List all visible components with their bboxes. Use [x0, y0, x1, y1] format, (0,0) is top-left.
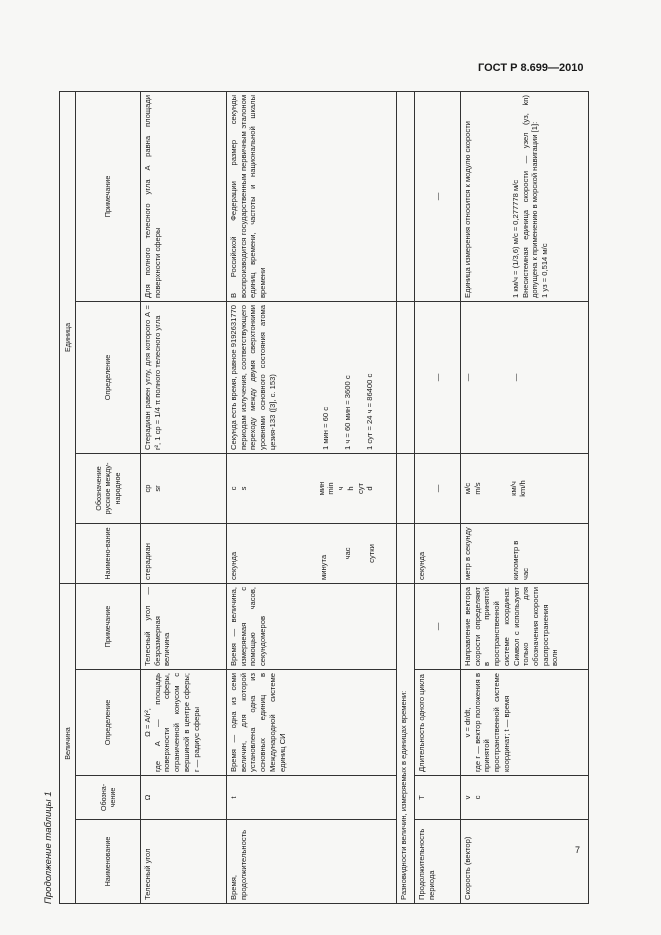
mps-definition: —: [463, 373, 472, 382]
kmh-note-3: 1 уз = 0,514 м/с: [540, 243, 550, 298]
unit-second-name: секунда: [229, 551, 238, 580]
time-definition: Время — одна из семи величин, для которой установлена одна из основных единиц в Международной системе единиц СИ: [227, 670, 397, 776]
velocity-note: Направление вектора скорости определяют в принятой пространственной системе координат. Символ c используют только для обозначения скорости распространения волн: [461, 584, 589, 670]
table-caption: Продолжение таблицы 1: [43, 791, 54, 904]
solid-angle-definition: [141, 670, 227, 776]
time-name: Время, продолжительность: [227, 820, 397, 904]
unit-hour-int: h: [345, 486, 355, 491]
kmh-note-1: 1 км/ч = (1/3,6) м/с ≈ 0,277778 м/с: [511, 179, 520, 298]
unit-second-int: s: [238, 486, 248, 491]
velocity-name: Скорость (вектор): [461, 820, 589, 904]
time-unit-symbols: [227, 454, 397, 524]
period-note: —: [415, 584, 461, 670]
mps-ru: м/с: [463, 482, 472, 495]
period-unit-note: —: [415, 91, 461, 301]
kmh-note-2: Внесистемная единица скорости — узел (уз, kn) допущена к применению в морской навигации [1]:: [520, 94, 540, 298]
solid-angle-name: Телесный угол: [141, 820, 227, 904]
steradian-definition: Стерадиан равен углу, для которого A = r², 1 ср = 1/4 π полного телесного угла: [141, 302, 227, 454]
unit-day-int: d: [365, 486, 375, 491]
day-definition: 1 сут = 24 ч = 86400 с: [365, 373, 374, 450]
velocity-formula: v = dr/dt,: [463, 707, 472, 738]
solid-angle-formula: Ω = A/r²,: [143, 708, 152, 737]
second-definition: Секунда есть время, равное 9192631770 периодам излучения, соответствующего переходу между двумя сверхтонкими уровнями основного состояния атома цезия-133 ([3], с. 153): [229, 305, 277, 450]
col-u-note: Примечание: [76, 91, 141, 301]
table-row: [227, 91, 397, 903]
mps-name: метр в секунду: [463, 527, 472, 580]
solid-angle-note: Телесный угол — безразмерная величина: [141, 584, 227, 670]
steradian-symbol-ru: ср: [143, 484, 152, 493]
kmh-ru: км/ч: [508, 481, 518, 496]
col-u-name: Наимено-вание: [76, 524, 141, 584]
time-unit-names: [227, 524, 397, 584]
col-q-name: Наименование: [76, 820, 141, 904]
unit-day-ru: сут: [355, 482, 365, 495]
mps-int: m/s: [472, 482, 482, 495]
unit-day-name: сутки: [367, 544, 376, 563]
time-unit-note: В Российской Федерации размер секунды воспроизводится государственным первичным эталоном единиц времени, частоты и национальной шкалы времени: [227, 91, 397, 301]
col-q-note: Примечание: [76, 584, 141, 670]
velocity-unit-notes: [461, 91, 589, 301]
velocity-symbols: [461, 776, 589, 820]
time-note: Время — величина, измеряемая с помощью часов, секундомеров: [227, 584, 397, 670]
section-empty-3: [397, 302, 415, 454]
unit-minute-ru: мин: [316, 481, 326, 496]
period-name: Продолжительность периода: [415, 820, 461, 904]
solid-angle-symbol: Ω: [141, 776, 227, 820]
table-row: [415, 91, 461, 903]
col-u-symbol: Обозначение русское между-народное: [76, 454, 141, 524]
section-row: [397, 91, 415, 903]
kmh-name: километр в час: [511, 540, 530, 580]
time-unit-definitions: [227, 302, 397, 454]
unit-minute-name: минута: [319, 554, 328, 580]
units-table: [59, 91, 589, 904]
page-number: 7: [575, 845, 581, 855]
col-u-definition: Определение: [76, 302, 141, 454]
steradian-name: стерадиан: [141, 524, 227, 584]
time-symbol: t: [227, 776, 397, 820]
unit-hour-name: час: [343, 547, 352, 560]
velocity-symbol-c: c: [472, 795, 482, 800]
velocity-unit-definitions: [461, 302, 589, 454]
table-row: [141, 91, 227, 903]
mps-note: Единица измерения относится к модулю скорости: [463, 121, 472, 298]
velocity-symbol-v: v: [463, 795, 472, 800]
group-header-row: [60, 91, 76, 903]
section-empty-1: [397, 524, 415, 584]
group-header-quantity: Величина: [60, 584, 76, 904]
velocity-def-text: где r — вектор положения в принятой пространственной системе координат; t — время: [472, 673, 511, 772]
period-unit-symbol: —: [415, 454, 461, 524]
unit-hour-ru: ч: [336, 486, 346, 491]
period-symbol: T: [415, 776, 461, 820]
section-empty-4: [397, 91, 415, 301]
velocity-unit-symbols: [461, 454, 589, 524]
col-q-definition: Определение: [76, 670, 141, 776]
steradian-note: Для полного телесного угла A равна площади поверхности сферы: [141, 91, 227, 301]
period-unit-name: секунда: [415, 524, 461, 584]
table-row: [461, 91, 589, 903]
solid-angle-def-text: где A — площадь поверхности сферы, ограниченной конусом с вершиной в центре сферы; r — радиус сферы: [152, 673, 201, 772]
unit-second-ru: с: [229, 486, 238, 491]
steradian-symbol: [141, 454, 227, 524]
period-definition: Длительность одного цикла: [415, 670, 461, 776]
section-empty-2: [397, 454, 415, 524]
column-header-row: [76, 91, 141, 903]
minute-definition: 1 мин = 60 с: [321, 407, 330, 450]
velocity-unit-names: [461, 524, 589, 584]
group-header-unit: Единица: [60, 91, 76, 583]
rotated-table-block: [31, 92, 587, 904]
unit-minute-int: min: [326, 482, 336, 495]
velocity-definition: [461, 670, 589, 776]
standard-header: ГОСТ Р 8.699—2010: [478, 62, 584, 74]
steradian-symbol-int: sr: [152, 485, 162, 492]
kmh-int: km/h: [518, 480, 528, 497]
col-q-symbol: Обозна-чение: [76, 776, 141, 820]
kmh-definition: —: [511, 373, 520, 382]
hour-definition: 1 ч = 60 мин = 3600 с: [343, 375, 352, 450]
period-unit-definition: —: [415, 302, 461, 454]
section-title: Разновидности величин, измеряемых в единицах времени:: [397, 584, 415, 904]
